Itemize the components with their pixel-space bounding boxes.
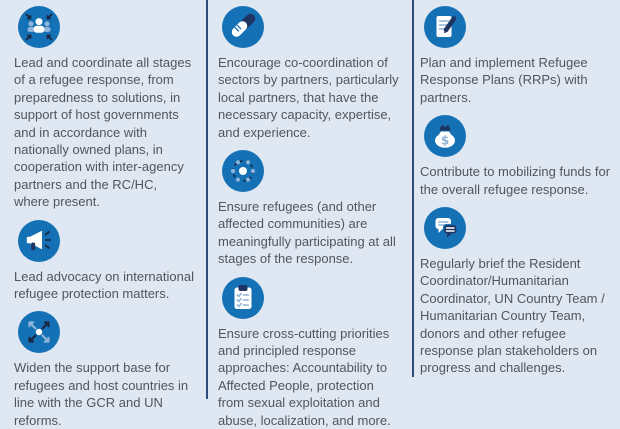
- list-item: [14, 6, 196, 211]
- column-partners-participation: [206, 0, 412, 428]
- list-item: [218, 277, 402, 429]
- list-item: [14, 311, 196, 429]
- item-text: Regularly brief the Resident Coordinator/Humanitarian Coordinator, UN Country Team / Humanitarian Country Team, donors and other refugee response plan stakeholders on progress and challenges.: [420, 256, 605, 376]
- item-text: Lead and coordinate all stages of a refugee response, from preparedness to solutions, in support of host governments and in accordance with nationally owned plans, in cooperation with inter-agency partners and the RC/HC, where present.: [14, 55, 192, 210]
- column-divider: [206, 0, 208, 399]
- svg-text:$: $: [440, 133, 450, 148]
- checklist-clipboard-icon: [222, 277, 264, 319]
- column-plans-funds-briefing: [412, 0, 620, 416]
- handshake-icon: [222, 6, 264, 48]
- list-item: [420, 115, 612, 198]
- item-text: Widen the support base for refugees and host countries in line with the GCR and UN reforms.: [14, 360, 189, 428]
- document-pen-icon: [424, 6, 466, 48]
- column-lead-coordinate: [0, 0, 206, 428]
- participation-circle-icon: [222, 150, 264, 192]
- item-text: Plan and implement Refugee Response Plans (RRPs) with partners.: [420, 55, 588, 105]
- list-item: [218, 6, 402, 141]
- list-item: [14, 220, 196, 303]
- column-divider: [412, 0, 414, 377]
- item-text: Ensure cross-cutting priorities and principled response approaches: Accountability to Affected People, protection from sexual exploitation and abuse, localization, and more.: [218, 325, 391, 428]
- money-bag-icon: [424, 115, 466, 157]
- list-item: [420, 6, 612, 106]
- list-item: [218, 150, 402, 268]
- expand-arrows-icon: [18, 311, 60, 353]
- item-text: Contribute to mobilizing funds for the overall refugee response.: [420, 164, 611, 197]
- item-text: Lead advocacy on international refugee protection matters.: [14, 268, 194, 302]
- item-text: Ensure refugees (and other affected communities) are meaningfully participating at all stages of the response.: [218, 199, 396, 267]
- speech-bubbles-icon: [424, 207, 466, 249]
- list-item: [420, 207, 612, 377]
- megaphone-icon: [18, 220, 60, 262]
- coordinate-people-icon: [18, 6, 60, 48]
- item-text: Encourage co-coordination of sectors by partners, particularly local partners, that have the necessary capacity, expertise, and experience.: [218, 55, 399, 140]
